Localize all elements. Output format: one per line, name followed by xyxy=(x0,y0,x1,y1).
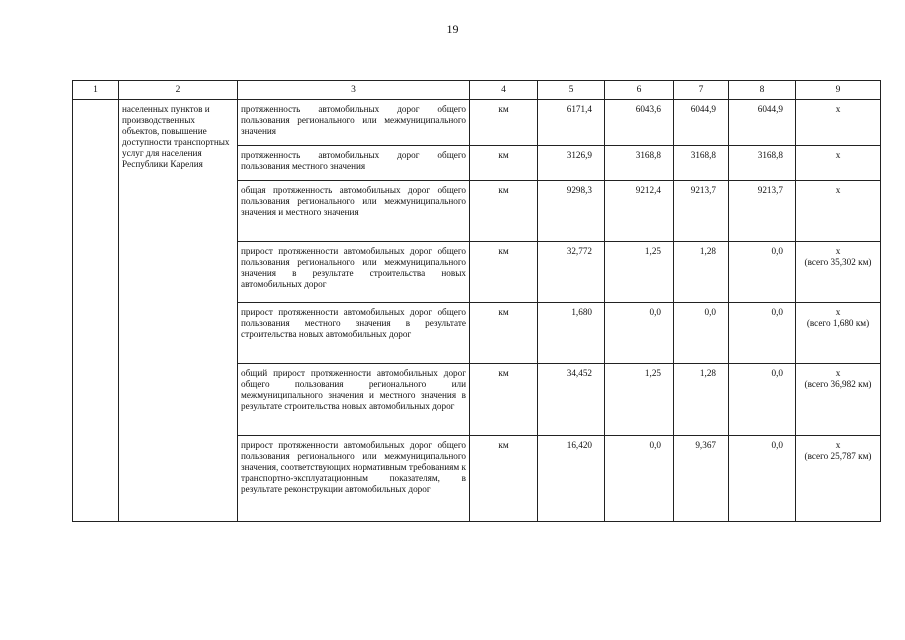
value-cell: 6171,4 xyxy=(538,100,605,146)
indicator-cell: общий прирост протяженности автомобильных дорог общего пользования регионального или межмуниципального значения и местного значения в результате строительства новых автомобильных дорог xyxy=(238,364,470,436)
unit-cell: км xyxy=(470,146,538,181)
unit-cell: км xyxy=(470,436,538,522)
value-cell: 32,772 xyxy=(538,242,605,303)
column-number: 7 xyxy=(674,81,729,100)
unit-cell: км xyxy=(470,100,538,146)
value-cell: 0,0 xyxy=(729,436,796,522)
value-cell: 9213,7 xyxy=(674,181,729,242)
total-mark: х xyxy=(835,368,841,378)
value-cell: 1,25 xyxy=(605,242,674,303)
indicator-cell: общая протяженность автомобильных дорог общего пользования регионального или межмуниципального значения и местного значения xyxy=(238,181,470,242)
total-note: (всего 36,982 км) xyxy=(804,379,872,389)
goal-cell: населенных пунктов и производственных объектов, повышение доступности транспортных услуг для населения Республики Карелия xyxy=(119,100,238,522)
total-cell xyxy=(796,146,881,181)
column-number: 1 xyxy=(73,81,119,100)
value-cell: 9212,4 xyxy=(605,181,674,242)
unit-cell: км xyxy=(470,364,538,436)
total-note: (всего 35,302 км) xyxy=(804,257,872,267)
value-cell: 3126,9 xyxy=(538,146,605,181)
total-mark: х xyxy=(835,104,841,114)
value-cell: 3168,8 xyxy=(674,146,729,181)
indicator-cell: прирост протяженности автомобильных дорог общего пользования регионального или межмуниципального значения в результате строительства новых автомобильных дорог xyxy=(238,242,470,303)
value-cell: 34,452 xyxy=(538,364,605,436)
indicators-table xyxy=(72,80,881,522)
total-mark: х xyxy=(835,246,841,256)
indicator-cell: протяженность автомобильных дорог общего пользования регионального или межмуниципального значения xyxy=(238,100,470,146)
unit-cell: км xyxy=(470,303,538,364)
column-number: 8 xyxy=(729,81,796,100)
value-cell: 6044,9 xyxy=(729,100,796,146)
unit-cell: км xyxy=(470,181,538,242)
column-number: 2 xyxy=(119,81,238,100)
column-number: 9 xyxy=(796,81,881,100)
total-mark: х xyxy=(835,307,841,317)
column-number: 3 xyxy=(238,81,470,100)
total-cell xyxy=(796,364,881,436)
value-cell: 0,0 xyxy=(729,364,796,436)
unit-cell: км xyxy=(470,242,538,303)
total-mark: х xyxy=(835,440,841,450)
total-note: (всего 25,787 км) xyxy=(804,451,872,461)
total-cell xyxy=(796,303,881,364)
page-number: 19 xyxy=(446,22,459,36)
total-cell xyxy=(796,181,881,242)
total-mark: х xyxy=(835,185,841,195)
value-cell: 0,0 xyxy=(729,242,796,303)
value-cell: 3168,8 xyxy=(729,146,796,181)
column-number: 6 xyxy=(605,81,674,100)
column-number-row xyxy=(73,81,881,100)
value-cell: 0,0 xyxy=(605,303,674,364)
value-cell: 16,420 xyxy=(538,436,605,522)
column-number: 5 xyxy=(538,81,605,100)
empty-number-cell xyxy=(73,100,119,522)
table-row xyxy=(73,100,881,146)
value-cell: 0,0 xyxy=(674,303,729,364)
value-cell: 6043,6 xyxy=(605,100,674,146)
total-cell xyxy=(796,436,881,522)
indicator-cell: прирост протяженности автомобильных дорог общего пользования местного значения в результате строительства новых автомобильных дорог xyxy=(238,303,470,364)
total-mark: х xyxy=(835,150,841,160)
value-cell: 1,28 xyxy=(674,242,729,303)
value-cell: 1,25 xyxy=(605,364,674,436)
indicator-cell: протяженность автомобильных дорог общего пользования местного значения xyxy=(238,146,470,181)
total-cell xyxy=(796,100,881,146)
column-number: 4 xyxy=(470,81,538,100)
value-cell: 1,680 xyxy=(538,303,605,364)
value-cell: 1,28 xyxy=(674,364,729,436)
value-cell: 0,0 xyxy=(605,436,674,522)
value-cell: 9213,7 xyxy=(729,181,796,242)
value-cell: 6044,9 xyxy=(674,100,729,146)
indicator-cell: прирост протяженности автомобильных дорог общего пользования регионального или межмуниципального значения, соответствующих нормативным требованиям к транспортно-эксплуатационным показателям, в результате реконструкции автомобильных дорог xyxy=(238,436,470,522)
value-cell: 3168,8 xyxy=(605,146,674,181)
value-cell: 0,0 xyxy=(729,303,796,364)
value-cell: 9,367 xyxy=(674,436,729,522)
total-note: (всего 1,680 км) xyxy=(806,318,870,328)
total-cell xyxy=(796,242,881,303)
value-cell: 9298,3 xyxy=(538,181,605,242)
